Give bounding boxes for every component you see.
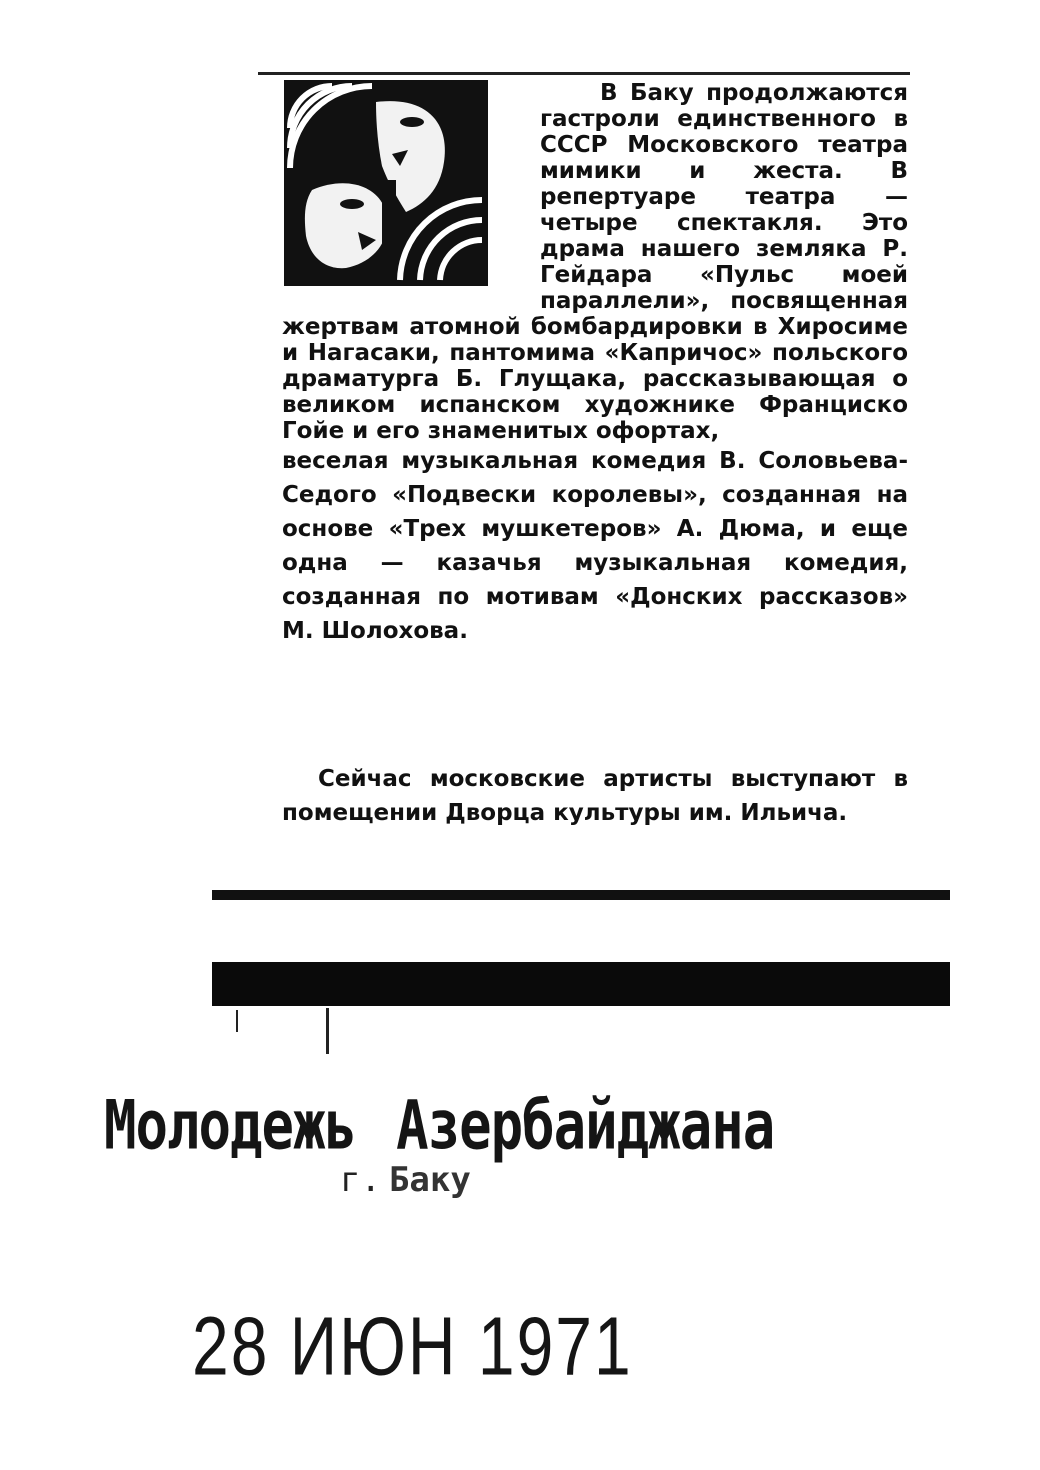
separator-rule-thin	[212, 890, 950, 900]
article-paragraph-1-part-1: В Баку продолжаются гастроли единственного в СССР Московского театра мимики и жеста. В репертуаре театра — четыре спектакля. Это драма нашего земляка Р. Гейдара «Пульс моей параллели», посвященная жертвам атомной бомбардировки в Хиросиме и Нагасаки, пантомима «Капричос» польского драматурга Б. Глущака, рассказывающая о великом испанском художнике Франциско Гойе и его знаменитых офортах,	[282, 80, 908, 444]
date-stamp: 28 ИЮН 1971	[192, 1299, 633, 1392]
newspaper-name-word-2: Азербайджана	[396, 1086, 775, 1165]
newspaper-name-stamp	[104, 1086, 774, 1165]
city-prefix: г.	[340, 1160, 381, 1200]
scan-mark	[236, 1010, 238, 1032]
city-name: Баку	[388, 1160, 471, 1200]
scan-mark	[326, 1008, 329, 1054]
clipping-top-rule	[258, 72, 910, 75]
article-paragraph-1-part-2: веселая музыкальная комедия В. Соловьева-Седого «Подвески королевы», созданная на основе «Трех мушкетеров» А. Дюма, и еще одна — казачья музыкальная комедия, созданная по мотивам «Донских рассказов» М. Шолохова.	[282, 448, 908, 644]
city-stamp	[340, 1160, 471, 1200]
article-paragraph-1	[282, 80, 908, 648]
emblem-space	[282, 80, 540, 292]
newspaper-name-word-1: Молодежь	[104, 1086, 357, 1165]
article-paragraph-2: Сейчас московские артисты выступают в помещении Дворца культуры им. Ильича.	[282, 766, 908, 826]
separator-rule-thick	[212, 962, 950, 1006]
